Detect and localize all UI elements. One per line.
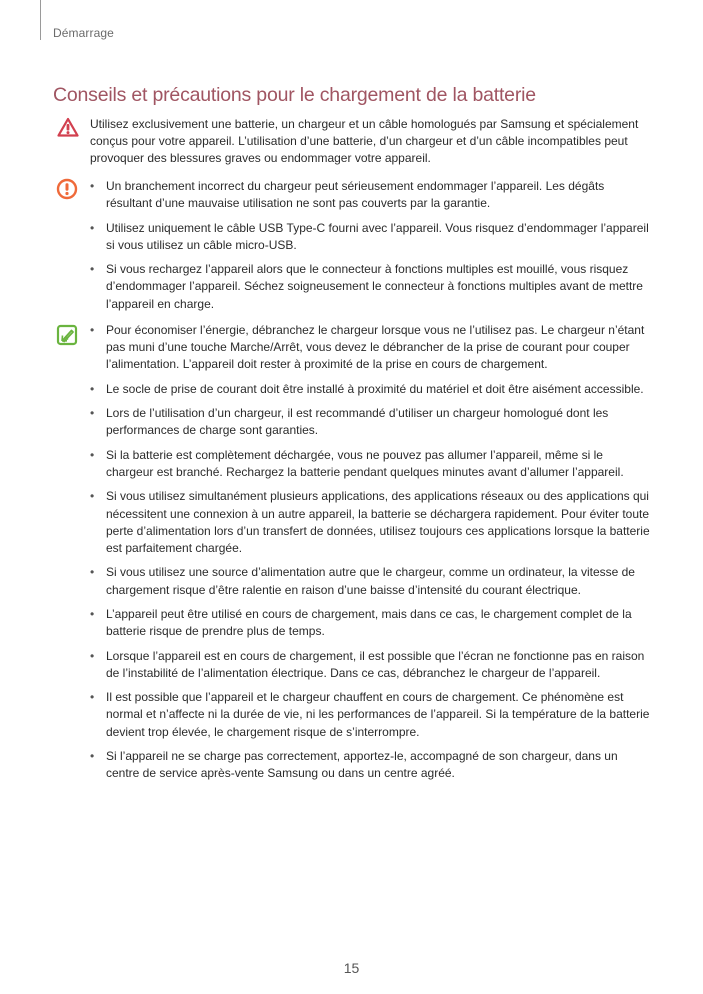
note-item: • Si l’appareil ne se charge pas correctement, apportez-le, accompagné de son chargeur, dans un centre de service après-vente Samsung ou dans un centre agréé. (90, 748, 652, 782)
warning-text: Utilisez exclusivement une batterie, un chargeur et un câble homologués par Samsung et spécialement conçus pour votre appareil. L’utilisation d’une batterie, d’un chargeur et d’un câble incompatibles peut provoquer des blessures graves ou endommager votre appareil. (90, 117, 639, 166)
note-item: • Il est possible que l’appareil et le chargeur chauffent en cours de chargement. Ce phénomène est normal et n’affecte ni la durée de vie, ni les performances de l’appareil. Si la température de la batterie devient trop élevée, le chargement risque de s’interrompre. (90, 689, 652, 741)
page-number: 15 (343, 960, 360, 976)
note-item: • Lorsque l’appareil est en cours de chargement, il est possible que l’écran ne fonctionne pas en raison de l’instabilité de l’alimentation électrique. Dans ce cas, débranchez le chargeur de l’appareil. (90, 648, 652, 682)
warning-triangle-icon (57, 117, 81, 141)
note-item: • Pour économiser l’énergie, débranchez le chargeur lorsque vous ne l’utilisez pas. Le chargeur n’étant pas muni d’une touche Marche/Arrêt, vous devez le débrancher de la prise de courant pour couper l’alimentation. L’appareil doit rester à proximité de la prise en cours de chargement. (90, 322, 652, 374)
note-item: • Si vous utilisez une source d’alimentation autre que le chargeur, comme un ordinateur, la vitesse de chargement risque d’être ralentie en raison d’une baisse d’intensité du courant électrique. (90, 564, 652, 598)
running-head: Démarrage (53, 26, 114, 40)
caution-item: • Utilisez uniquement le câble USB Type-C fourni avec l’appareil. Vous risquez d’endommager l’appareil si vous utilisez un câble micro-USB. (90, 220, 652, 254)
caution-exclamation-circle-icon (56, 178, 80, 202)
note-item: • Lors de l’utilisation d’un chargeur, il est recommandé d’utiliser un chargeur homologué dont les performances de charge sont garanties. (90, 405, 652, 439)
note-list (90, 322, 652, 782)
caution-list (90, 178, 652, 313)
section-title: Conseils et précautions pour le chargement de la batterie (53, 84, 536, 106)
margin-rule (40, 0, 41, 40)
caution-item: • Si vous rechargez l’appareil alors que le connecteur à fonctions multiples est mouillé, vous risquez d’endommager l’appareil. Séchez soigneusement le connecteur à fonctions multiples avant de mettre l’appareil en charge. (90, 261, 652, 313)
note-item: • Si vous utilisez simultanément plusieurs applications, des applications réseaux ou des applications qui nécessitent une connexion à un autre appareil, la batterie se déchargera rapidement. Pour éviter toute perte d’alimentation lors d’un transfert de données, utilisez toujours ces applications lorsque la batterie est parfaitement chargée. (90, 488, 652, 557)
note-item: • Le socle de prise de courant doit être installé à proximité du matériel et doit être aisément accessible. (90, 381, 652, 398)
note-pencil-icon (56, 324, 80, 348)
caution-item: • Un branchement incorrect du chargeur peut sérieusement endommager l’appareil. Les dégâts résultant d’une mauvaise utilisation ne sont pas couverts par la garantie. (90, 178, 652, 212)
note-item: • L’appareil peut être utilisé en cours de chargement, mais dans ce cas, le chargement complet de la batterie risque de prendre plus de temps. (90, 606, 652, 640)
note-item: • Si la batterie est complètement déchargée, vous ne pouvez pas allumer l’appareil, même si le chargeur est branché. Rechargez la batterie pendant quelques minutes avant d’allumer l’appareil. (90, 447, 652, 481)
